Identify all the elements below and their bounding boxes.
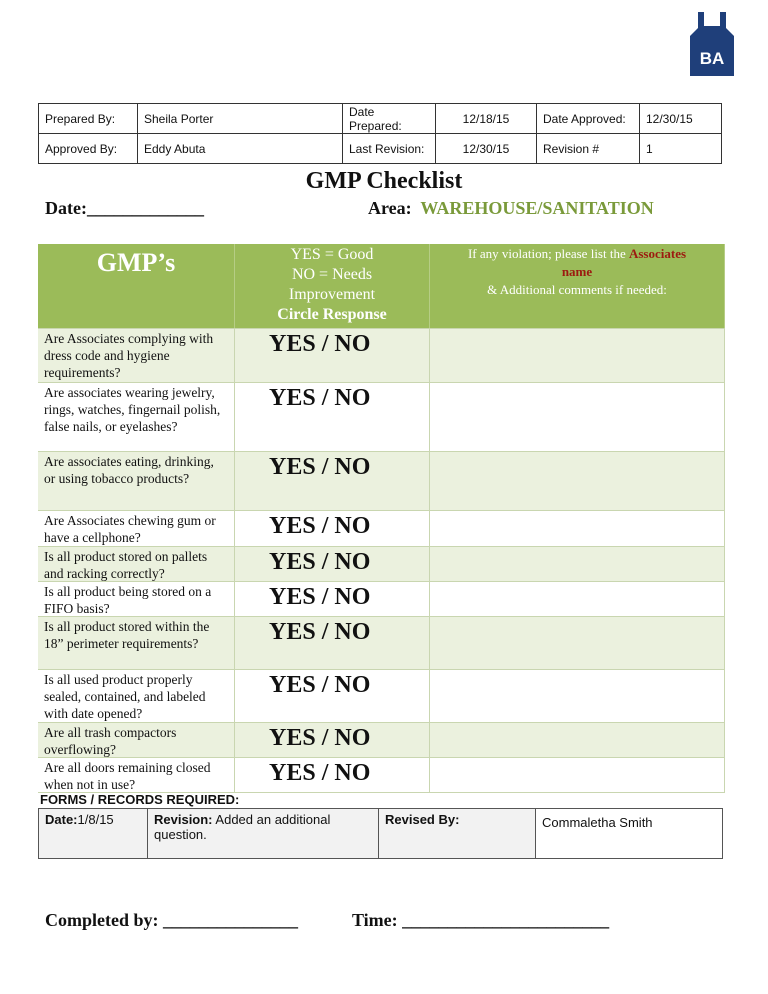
prepared-by-label: Prepared By: <box>39 104 138 134</box>
yes-no-response[interactable]: YES / NO <box>235 723 430 757</box>
revision-table <box>38 808 723 859</box>
question: Are all doors remaining closed when not in use? <box>38 758 235 792</box>
yes-no-response[interactable]: YES / NO <box>235 758 430 792</box>
checklist-row <box>38 723 725 758</box>
revision-number: 1 <box>640 134 722 164</box>
comment-cell[interactable] <box>430 452 725 510</box>
logo-text: BA <box>699 49 725 68</box>
circle-response: Circle Response <box>277 306 387 323</box>
revision-label: Revision: <box>154 812 213 827</box>
last-revision: 12/30/15 <box>436 134 537 164</box>
improvement-legend: Improvement <box>288 286 376 303</box>
associates-emphasis: Associates <box>628 246 687 261</box>
checklist-row <box>38 511 725 547</box>
question: Are Associates complying with dress code and hygiene requirements? <box>38 329 235 382</box>
checklist-row <box>38 383 725 452</box>
yes-no-response[interactable]: YES / NO <box>235 511 430 546</box>
yes-no-response[interactable]: YES / NO <box>235 547 430 581</box>
revision-cell <box>148 809 379 859</box>
area-line <box>368 198 654 219</box>
approved-by-label: Approved By: <box>39 134 138 164</box>
revised-by-label: Revised By: <box>379 809 536 859</box>
comment-cell[interactable] <box>430 758 725 792</box>
comment-cell[interactable] <box>430 670 725 722</box>
comment-cell[interactable] <box>430 723 725 757</box>
date-prepared: 12/18/15 <box>436 104 537 134</box>
checklist-row <box>38 547 725 582</box>
question: Is all product being stored on a FIFO basis? <box>38 582 235 616</box>
yes-no-response[interactable]: YES / NO <box>235 617 430 669</box>
checklist-table <box>38 244 725 793</box>
checklist-row <box>38 582 725 617</box>
question: Are all trash compactors overflowing? <box>38 723 235 757</box>
time-line: Time: _______________________ <box>352 910 610 930</box>
additional-comments-instruction: & Additional comments if needed: <box>487 282 667 297</box>
date-approved-label: Date Approved: <box>537 104 640 134</box>
comment-instruction: If any violation; please list the <box>467 246 626 261</box>
prepared-by: Sheila Porter <box>138 104 343 134</box>
revision-date-label: Date: <box>45 812 78 827</box>
checklist-row <box>38 670 725 723</box>
question: Is all used product properly sealed, contained, and labeled with date opened? <box>38 670 235 722</box>
area-value: WAREHOUSE/SANITATION <box>420 198 654 218</box>
comment-cell[interactable] <box>430 511 725 546</box>
company-logo <box>688 10 736 80</box>
checklist-row <box>38 329 725 383</box>
comment-cell[interactable] <box>430 547 725 581</box>
checklist-row <box>38 758 725 793</box>
question: Are associates wearing jewelry, rings, watches, fingernail polish, false nails, or eyelashes? <box>38 383 235 451</box>
yes-no-response[interactable]: YES / NO <box>235 670 430 722</box>
comments-header <box>430 244 725 328</box>
gmp-header: GMP’s <box>38 244 235 328</box>
yes-no-response[interactable]: YES / NO <box>235 582 430 616</box>
question: Is all product stored on pallets and racking correctly? <box>38 547 235 581</box>
revision-text: Added an additional question. <box>154 812 331 842</box>
question: Are associates eating, drinking, or using tobacco products? <box>38 452 235 510</box>
revision-date-cell <box>39 809 148 859</box>
yes-legend: YES = Good <box>290 246 374 263</box>
document-meta-table <box>38 103 722 164</box>
name-emphasis: name <box>561 264 593 279</box>
revision-number-label: Revision # <box>537 134 640 164</box>
area-label: Area: <box>368 198 412 218</box>
date-line: Date:_____________ <box>45 198 204 218</box>
last-revision-label: Last Revision: <box>343 134 436 164</box>
revised-by: Commaletha Smith <box>536 809 723 859</box>
date-approved: 12/30/15 <box>640 104 722 134</box>
comment-cell[interactable] <box>430 383 725 451</box>
question: Are Associates chewing gum or have a cellphone? <box>38 511 235 546</box>
comment-cell[interactable] <box>430 329 725 382</box>
forms-records-label: FORMS / RECORDS REQUIRED: <box>40 792 240 807</box>
yes-no-response[interactable]: YES / NO <box>235 452 430 510</box>
yes-no-response[interactable]: YES / NO <box>235 383 430 451</box>
checklist-row <box>38 452 725 511</box>
date-prepared-label: Date Prepared: <box>343 104 436 134</box>
comment-cell[interactable] <box>430 617 725 669</box>
page-title: GMP Checklist <box>305 168 463 194</box>
completed-by-line: Completed by: _______________ <box>45 910 298 930</box>
no-legend: NO = Needs <box>291 266 373 283</box>
question: Is all product stored within the 18” perimeter requirements? <box>38 617 235 669</box>
response-header <box>235 244 430 328</box>
checklist-header <box>38 244 725 329</box>
yes-no-response[interactable]: YES / NO <box>235 329 430 382</box>
revision-date: 1/8/15 <box>77 812 114 827</box>
approved-by: Eddy Abuta <box>138 134 343 164</box>
comment-cell[interactable] <box>430 582 725 616</box>
checklist-row <box>38 617 725 670</box>
